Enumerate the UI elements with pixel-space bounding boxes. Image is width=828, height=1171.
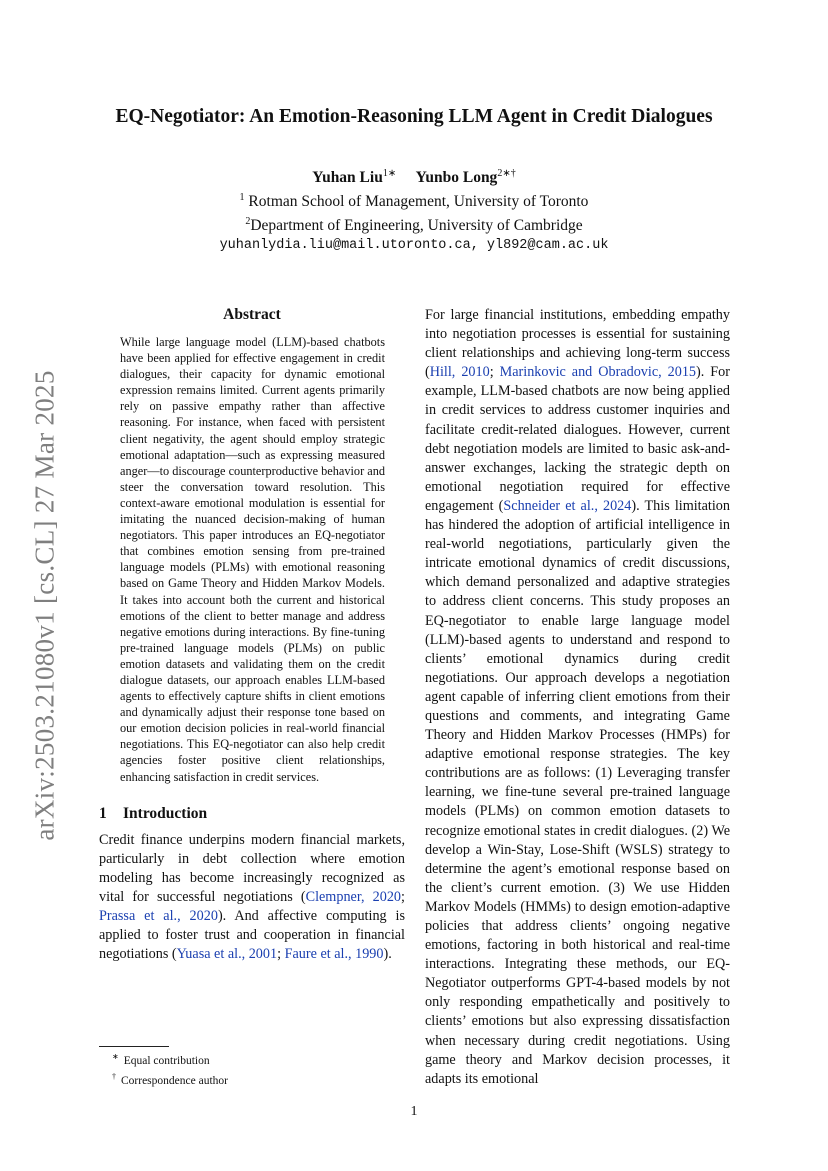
author-1-marker: 1∗ <box>382 168 397 179</box>
affiliation-1 <box>80 188 748 212</box>
affiliation-2-text: Department of Engineering, University of Cambridge <box>250 217 583 235</box>
affiliation-1-marker: 1 <box>239 192 245 204</box>
left-column <box>99 306 405 964</box>
affiliation-1-text: Rotman School of Management, University of Toronto <box>248 193 589 211</box>
citation-link[interactable]: Schneider et al., 2024 <box>503 497 632 514</box>
author-2-marker: 2∗† <box>497 168 516 179</box>
author-block <box>80 164 748 256</box>
author-names <box>80 164 748 188</box>
footnote-divider <box>99 1046 169 1047</box>
intro-paragraph-continued: For large financial institutions, embedding empathy into negotiation processes is essential for sustaining client relationships and achieving long-term success (Hill, 2010; Marinkovic and Obradovic, 2015). For example, LLM-based chatbots are now being applied in credit services to address customer inquiries and facilitate credit-related dialogues. However, current debt negotiation models are limited to basic ask-and-answer exchanges, lacking the strategic depth on emotional negotiation required for effective engagement (Schneider et al., 2024). This limitation has hindered the adoption of artificial intelligence in real-world negotiations, particularly given the intricate emotional dynamics of credit discussions, which demand personalized and adaptive strategies to address client concerns. This study proposes an EQ-negotiator to enable large language model (LLM)-based agents to understand and respond to clients’ emotional dynamics during credit negotiations. Our approach develops a negotiation agent capable of inferring client emotions from their questions and comments, and integrating Game Theory and Hidden Markov Processes (HMPs) for adaptive emotional response strategies. The key contributions are as follows: (1) Leveraging transfer learning, we fine-tune several pre-trained language models (PLMs) on common emotion datasets to recognize emotional states in credit dialogues. (2) We develop a Win-Stay, Lose-Shift (WSLS) strategy to determine the agent’s emotional response based on the client’s current emotion. (3) We use Hidden Markov Models (HMMs) to design emotion-adaptive policies that address clients’ ongoing negative emotions, factoring in both historical and real-time interactions. Integrating these methods, our EQ-Negotiator outperforms GPT-4-based models by not only responding empathetically and positively to clients’ emotions but also expressing dissatisfaction when necessary during credit negotiations. Using game theory and Markov decision processes, it adapts its emotional <box>425 307 730 1087</box>
affiliation-2-marker: 2 <box>245 216 251 228</box>
abstract-heading: Abstract <box>223 306 281 323</box>
abstract-text: While large language model (LLM)-based chatbots have been applied for effective engagement in credit dialogues, their capacity for dynamic emotional expression remains limited. Current agents primarily rely on passive empathy rather than affective reasoning. For instance, when faced with persistent client negativity, the agent should employ strategic emotional adaptation—such as expressing measured anger—to discourage counterproductive behavior and steer the conversation toward resolution. This context-aware emotional modulation is essential for imitating the nuanced decision-making of human negotiators. This paper introduces an EQ-negotiator that combines emotion sensing from pre-trained language models (PLMs) with emotional reasoning based on Game Theory and Hidden Markov Models. It takes into account both the current and historical emotions of the client to better manage and address negative emotions during interactions. By fine-tuning pre-trained language models (PLMs) on public emotion datasets and validating them on the credit dialogue datasets, our approach enables LLM-based agents to effectively capture shifts in client emotions and dynamically adjust their response tone based on our emotion decision policies in real-world financial negotiations. This EQ-negotiator can also help credit agencies foster positive client relationships, enhancing satisfaction in credit services. <box>120 335 385 784</box>
citation-link[interactable]: Clempner, 2020 <box>305 888 402 905</box>
footnote-equal-contribution: ∗ Equal contribution <box>112 1052 210 1067</box>
section-number: 1 <box>99 804 107 822</box>
author-1-name: Yuhan Liu <box>312 169 383 187</box>
affiliation-2 <box>80 212 748 236</box>
page-number: 1 <box>410 1104 418 1119</box>
citation-link[interactable]: Hill, 2010 <box>429 364 490 381</box>
footnotes <box>112 1049 228 1089</box>
paper-title: EQ-Negotiator: An Emotion-Reasoning LLM Agent in Credit Dialogues <box>115 106 713 127</box>
author-2-name: Yunbo Long <box>415 169 498 187</box>
section-title: Introduction <box>123 804 208 822</box>
arxiv-identifier: arXiv:2503.21080v1 [cs.CL] 27 Mar 2025 <box>29 369 60 841</box>
author-emails: yuhanlydia.liu@mail.utoronto.ca, yl892@cam.ac.uk <box>219 238 609 254</box>
citation-link[interactable]: Marinkovic and Obradovic, 2015 <box>499 364 697 381</box>
right-column <box>425 306 730 1089</box>
section-heading-introduction <box>99 805 405 823</box>
citation-link[interactable]: Faure et al., 1990 <box>284 946 384 963</box>
arxiv-side-stamp <box>20 360 70 850</box>
citation-link[interactable]: Prassa et al., 2020 <box>99 908 218 924</box>
intro-paragraph: Credit finance underpins modern financial markets, particularly in debt collection where emotion modeling has become increasingly recognized as vital for successful negotiations (Clempner, 2020; Prassa et al., 2020). And affective computing is applied to foster trust and cooperation in financial negotiations (Yuasa et al., 2001; Faure et al., 1990). <box>99 831 405 963</box>
citation-link[interactable]: Yuasa et al., 2001 <box>176 946 278 963</box>
footnote-correspondence: † Correspondence author <box>112 1071 228 1087</box>
